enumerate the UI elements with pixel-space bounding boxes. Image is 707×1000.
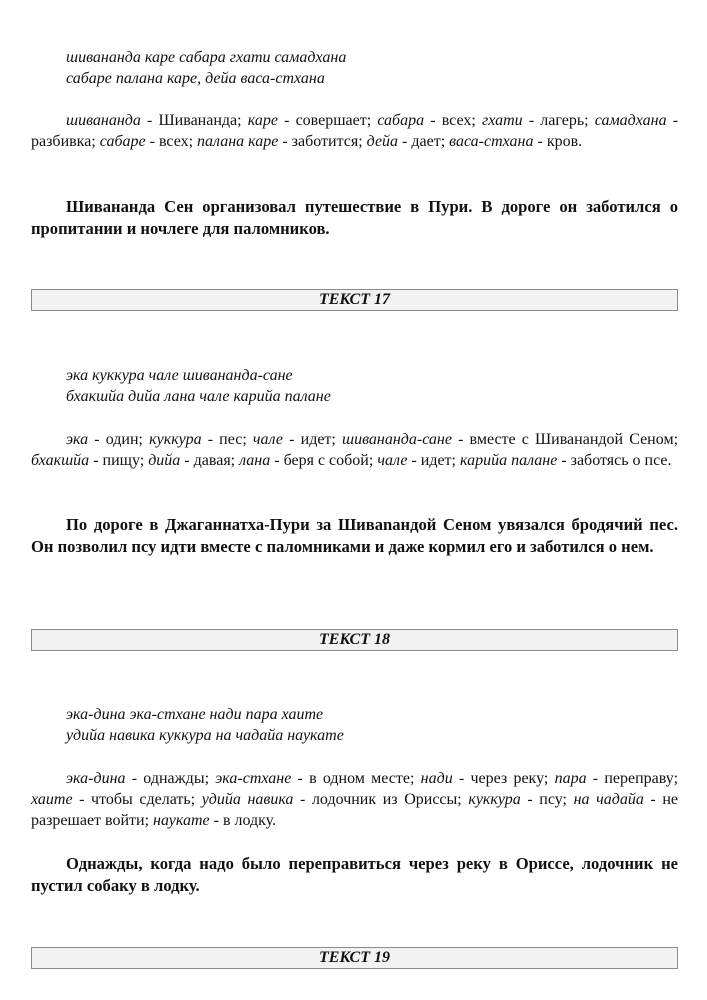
gloss-meaning: - через реку; bbox=[452, 770, 555, 787]
gloss-meaning: - кров. bbox=[533, 133, 583, 150]
gloss-term: васа-стхана bbox=[449, 133, 534, 150]
gloss-meaning: - заботится; bbox=[278, 133, 367, 150]
gloss-term: самадхана bbox=[594, 112, 667, 129]
gloss-term: дийа bbox=[148, 452, 181, 469]
gloss-term: чале bbox=[377, 452, 408, 469]
gloss-meaning: - идет; bbox=[407, 452, 460, 469]
verse-18 bbox=[66, 704, 344, 746]
gloss-term: чале bbox=[252, 431, 284, 448]
gloss-term: куккура bbox=[468, 791, 521, 808]
gloss-meaning: - Шивананда; bbox=[140, 112, 248, 129]
gloss-term: нади bbox=[420, 770, 453, 787]
translation-text: Однажды, когда надо было переправиться через реку в Ориссе, лодочник не пустил собаку в лодку. bbox=[31, 854, 678, 895]
gloss-meaning: - один; bbox=[88, 431, 150, 448]
gloss-meaning: - лодочник из Ориссы; bbox=[293, 791, 469, 808]
verse-line: эка-дина эка-стхане нади пара хаите bbox=[66, 706, 324, 723]
section-heading-18: ТЕКСТ 18 bbox=[31, 629, 678, 651]
gloss-meaning: - вместе с Шиванандой Сеном; bbox=[451, 431, 679, 448]
gloss-meaning: - давая; bbox=[180, 452, 240, 469]
verse-line: шивананда каре сабара гхати самадхана bbox=[66, 49, 347, 66]
gloss-term: куккура bbox=[149, 431, 202, 448]
verse-line: бхакшйа дийа лана чале карийа палане bbox=[66, 388, 331, 405]
gloss-meaning: - однажды; bbox=[125, 770, 216, 787]
gloss-meaning: - разбивка; bbox=[31, 112, 679, 150]
translation-17 bbox=[31, 514, 678, 558]
gloss-paragraph bbox=[31, 768, 678, 831]
gloss-paragraph bbox=[31, 429, 678, 471]
gloss-meaning: - в одном месте; bbox=[291, 770, 421, 787]
gloss-term: сабаре bbox=[99, 133, 146, 150]
translation-text: По дороге в Джаганнатха-Пури за Шивanандой Сеном увязался бродячий пес. Он позволил псу идти вместе с паломниками и даже кормил его и заботился о нем. bbox=[31, 515, 678, 556]
gloss-meaning: - беря с собой; bbox=[270, 452, 378, 469]
verse-line: сабаре палана каре, дейа васа-стхана bbox=[66, 70, 325, 87]
gloss-term: шивананда-сане bbox=[342, 431, 452, 448]
verse-line: эка куккура чале шивананда-сане bbox=[66, 367, 293, 384]
gloss-term: каре bbox=[247, 112, 278, 129]
gloss-term: бхакшйа bbox=[31, 452, 90, 469]
word-gloss-17 bbox=[31, 429, 678, 471]
gloss-term: эка-дина bbox=[66, 770, 126, 787]
gloss-term: эка bbox=[66, 431, 89, 448]
gloss-meaning: - идет; bbox=[283, 431, 342, 448]
gloss-term: эка-стхане bbox=[215, 770, 292, 787]
gloss-meaning: - всех; bbox=[424, 112, 482, 129]
gloss-paragraph bbox=[31, 110, 678, 152]
gloss-term: гхати bbox=[481, 112, 523, 129]
gloss-term: шивананда bbox=[66, 112, 141, 129]
gloss-meaning: - всех; bbox=[145, 133, 198, 150]
gloss-term: хаите bbox=[31, 791, 73, 808]
word-gloss-18 bbox=[31, 768, 678, 831]
gloss-meaning: - не разрешает войти; bbox=[31, 791, 679, 829]
verse-17 bbox=[66, 365, 331, 407]
verse-16 bbox=[66, 47, 346, 89]
gloss-meaning: - в лодку. bbox=[209, 812, 277, 829]
translation-18 bbox=[31, 853, 678, 897]
section-heading-19: ТЕКСТ 19 bbox=[31, 947, 678, 969]
gloss-term: лана bbox=[239, 452, 271, 469]
gloss-meaning: - дает; bbox=[398, 133, 450, 150]
gloss-meaning: - переправу; bbox=[586, 770, 679, 787]
gloss-meaning: - заботясь о псе. bbox=[557, 452, 672, 469]
word-gloss-16 bbox=[31, 110, 678, 152]
gloss-meaning: - чтобы сделать; bbox=[72, 791, 202, 808]
gloss-term: палана каре bbox=[197, 133, 279, 150]
gloss-term: наукате bbox=[153, 812, 210, 829]
gloss-term: удийа навика bbox=[201, 791, 294, 808]
gloss-term: сабара bbox=[377, 112, 425, 129]
gloss-meaning: - пищу; bbox=[89, 452, 149, 469]
gloss-term: пара bbox=[554, 770, 587, 787]
gloss-term: карийа палане bbox=[460, 452, 558, 469]
gloss-term: дейа bbox=[366, 133, 399, 150]
translation-text: Шивананда Сен организовал путешествие в Пури. В дороге он заботился о пропитании и ночлеге для паломников. bbox=[31, 197, 678, 238]
gloss-meaning: - псу; bbox=[520, 791, 574, 808]
gloss-meaning: - совершает; bbox=[277, 112, 378, 129]
gloss-term: на чадайа bbox=[573, 791, 644, 808]
translation-16 bbox=[31, 196, 678, 240]
section-heading-17: ТЕКСТ 17 bbox=[31, 289, 678, 311]
gloss-meaning: - лагерь; bbox=[522, 112, 595, 129]
gloss-meaning: - пес; bbox=[201, 431, 253, 448]
verse-line: удийа навика куккура на чадайа наукате bbox=[66, 727, 344, 744]
